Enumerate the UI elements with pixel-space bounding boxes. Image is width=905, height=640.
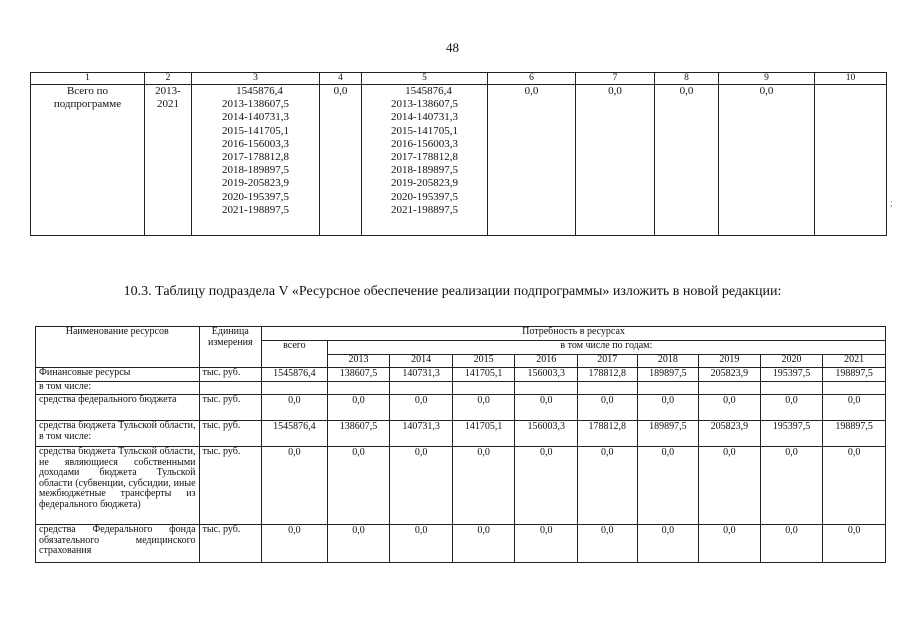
- table1-header-cell: 9: [719, 73, 815, 85]
- row-value: 195397,5: [760, 421, 823, 447]
- row-total: 1545876,4: [262, 368, 328, 382]
- table-row: [36, 421, 886, 447]
- row-value: [637, 382, 699, 395]
- period-line: 2013-: [155, 85, 181, 97]
- row-value: [699, 382, 761, 395]
- header-year: 2013: [327, 355, 390, 368]
- col5-value: 2014-140731,3: [391, 111, 458, 124]
- table2-header-row: [36, 327, 886, 341]
- row-value: [760, 382, 823, 395]
- row-value: 0,0: [637, 447, 699, 525]
- col5-value: 2017-178812,8: [391, 151, 458, 164]
- col5-value: 2013-138607,5: [391, 98, 458, 111]
- col5-value: 2021-198897,5: [391, 203, 458, 216]
- row-total: 0,0: [262, 525, 328, 563]
- col3-value: 2018-189897,5: [222, 164, 289, 177]
- row-value: 198897,5: [823, 421, 886, 447]
- row-value: 0,0: [823, 395, 886, 421]
- header-year: 2015: [452, 355, 515, 368]
- row-value: 156003,3: [515, 421, 578, 447]
- row-value: 141705,1: [452, 368, 515, 382]
- table1-header-cell: 1: [31, 73, 145, 85]
- col3-value: 2021-198897,5: [222, 203, 289, 216]
- row-total: 0,0: [262, 447, 328, 525]
- col5-value: 1545876,4: [405, 85, 452, 97]
- row-value: [823, 382, 886, 395]
- row-value: 138607,5: [327, 368, 390, 382]
- col3-value: 2019-205823,9: [222, 177, 289, 190]
- row-name: в том числе:: [36, 382, 200, 395]
- col10-cell: [815, 85, 887, 236]
- header-year: 2016: [515, 355, 578, 368]
- table1-header-cell: 5: [362, 73, 488, 85]
- col3-value: 2017-178812,8: [222, 151, 289, 164]
- col5-value: 2015-141705,1: [391, 124, 458, 137]
- table1-header-cell: 3: [192, 73, 320, 85]
- row-unit: тыс. руб.: [199, 421, 262, 447]
- row-name: средства бюджета Тульской области, в том числе:: [36, 421, 200, 447]
- row-value: 0,0: [452, 447, 515, 525]
- table-row: [36, 447, 886, 525]
- table1-total-row: [31, 85, 887, 236]
- row-value: 138607,5: [327, 421, 390, 447]
- period-line: 2021: [157, 98, 179, 111]
- col3-value: 2014-140731,3: [222, 111, 289, 124]
- total-name-cell: [31, 85, 145, 236]
- col3-value: 1545876,4: [236, 85, 283, 97]
- col3-value: 2020-195397,5: [222, 190, 289, 203]
- row-name: средства федерального бюджета: [36, 395, 200, 421]
- row-name: средства Федерального фонда обязательного медицинского страхования: [36, 525, 200, 563]
- row-value: 0,0: [515, 447, 578, 525]
- table1-header-cell: 2: [145, 73, 192, 85]
- row-value: 141705,1: [452, 421, 515, 447]
- row-value: 0,0: [637, 395, 699, 421]
- header-resource-name: Наименование ресурсов: [36, 327, 200, 368]
- col4-cell: 0,0: [320, 85, 362, 236]
- row-value: 0,0: [390, 395, 453, 421]
- header-need: Потребность в ресурсах: [262, 327, 886, 341]
- table-row: [36, 525, 886, 563]
- row-value: [327, 382, 390, 395]
- row-unit: тыс. руб.: [199, 525, 262, 563]
- table-row: [36, 382, 886, 395]
- page-number: 48: [446, 40, 459, 55]
- row-value: 0,0: [699, 395, 761, 421]
- row-value: 140731,3: [390, 421, 453, 447]
- header-year: 2018: [637, 355, 699, 368]
- total-name-line: Всего по: [66, 85, 109, 97]
- row-value: 189897,5: [637, 421, 699, 447]
- row-value: 0,0: [699, 447, 761, 525]
- row-value: 0,0: [327, 395, 390, 421]
- table-row: [36, 395, 886, 421]
- row-value: 198897,5: [823, 368, 886, 382]
- subprogram-total-table: [30, 72, 887, 236]
- row-unit: [199, 382, 262, 395]
- margin-mark: ;: [890, 198, 893, 209]
- row-total: 0,0: [262, 395, 328, 421]
- col3-value: 2015-141705,1: [222, 124, 289, 137]
- row-value: 0,0: [823, 525, 886, 563]
- col3-value: 2013-138607,5: [222, 98, 289, 111]
- row-value: 0,0: [578, 447, 638, 525]
- row-value: 178812,8: [578, 368, 638, 382]
- row-unit: тыс. руб.: [199, 395, 262, 421]
- header-year: 2014: [390, 355, 453, 368]
- row-total: 1545876,4: [262, 421, 328, 447]
- row-value: 0,0: [699, 525, 761, 563]
- row-name: Финансовые ресурсы: [36, 368, 200, 382]
- row-value: 0,0: [452, 525, 515, 563]
- row-value: 205823,9: [699, 421, 761, 447]
- table1-header-row: [31, 73, 887, 85]
- table-row: [36, 368, 886, 382]
- period-cell: [145, 85, 192, 236]
- row-value: 0,0: [515, 525, 578, 563]
- row-value: 189897,5: [637, 368, 699, 382]
- row-value: 0,0: [578, 525, 638, 563]
- col3-cell: [192, 85, 320, 236]
- col5-value: 2019-205823,9: [391, 177, 458, 190]
- col5-value: 2016-156003,3: [391, 137, 458, 150]
- col8-cell: 0,0: [655, 85, 719, 236]
- header-year: 2017: [578, 355, 638, 368]
- header-total: всего: [262, 341, 328, 368]
- row-total: [262, 382, 328, 395]
- resource-table: [35, 326, 886, 563]
- row-value: 0,0: [760, 525, 823, 563]
- row-value: 205823,9: [699, 368, 761, 382]
- row-unit: тыс. руб.: [199, 368, 262, 382]
- table1-header-cell: 6: [488, 73, 576, 85]
- col6-cell: 0,0: [488, 85, 576, 236]
- table1-header-cell: 8: [655, 73, 719, 85]
- table1-header-cell: 7: [576, 73, 655, 85]
- row-value: 178812,8: [578, 421, 638, 447]
- col7-cell: 0,0: [576, 85, 655, 236]
- row-value: 156003,3: [515, 368, 578, 382]
- row-unit: тыс. руб.: [199, 447, 262, 525]
- row-value: 0,0: [637, 525, 699, 563]
- header-year: 2019: [699, 355, 761, 368]
- row-value: 0,0: [515, 395, 578, 421]
- col9-cell: 0,0: [719, 85, 815, 236]
- section-caption: 10.3. Таблицу подраздела V «Ресурсное обеспечение реализации подпрограммы» изложить в новой редакции:: [123, 284, 782, 299]
- row-value: 0,0: [327, 447, 390, 525]
- header-year: 2020: [760, 355, 823, 368]
- col5-value: 2018-189897,5: [391, 164, 458, 177]
- row-value: 0,0: [760, 447, 823, 525]
- row-value: [390, 382, 453, 395]
- table1-header-cell: 10: [815, 73, 887, 85]
- row-value: 0,0: [823, 447, 886, 525]
- row-value: 0,0: [390, 525, 453, 563]
- col3-value: 2016-156003,3: [222, 137, 289, 150]
- header-year: 2021: [823, 355, 886, 368]
- col5-cell: [362, 85, 488, 236]
- row-value: 140731,3: [390, 368, 453, 382]
- row-value: 0,0: [760, 395, 823, 421]
- header-by-years: в том числе по годам:: [327, 341, 885, 355]
- row-value: [578, 382, 638, 395]
- header-unit: Единица измерения: [199, 327, 262, 368]
- row-value: 0,0: [452, 395, 515, 421]
- row-value: 0,0: [578, 395, 638, 421]
- row-value: [452, 382, 515, 395]
- row-value: 0,0: [390, 447, 453, 525]
- row-value: [515, 382, 578, 395]
- table1-header-cell: 4: [320, 73, 362, 85]
- row-value: 195397,5: [760, 368, 823, 382]
- row-name: средства бюджета Тульской области, не являющиеся собственными доходами бюджета Тульской области (субвенции, субсидии, иные межбюджетные трансферты из федерального бюджета): [36, 447, 200, 525]
- total-name-line: подпрограмме: [53, 98, 122, 111]
- row-value: 0,0: [327, 525, 390, 563]
- col5-value: 2020-195397,5: [391, 190, 458, 203]
